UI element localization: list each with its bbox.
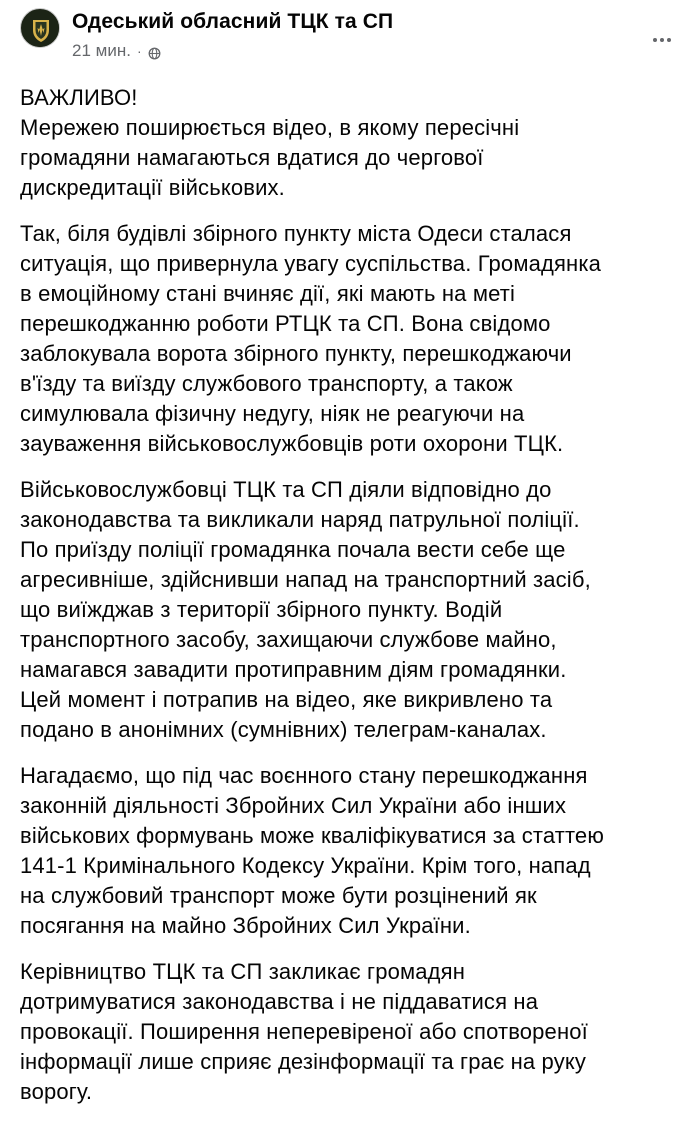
- page-name-link[interactable]: Одеський обласний ТЦК та СП: [72, 10, 394, 33]
- page-avatar[interactable]: [20, 8, 60, 48]
- post-timestamp[interactable]: 21 мин.: [72, 41, 131, 60]
- post-header: [20, 8, 680, 68]
- globe-icon[interactable]: [148, 45, 161, 58]
- post-text: [20, 83, 690, 1123]
- more-options-icon: [652, 37, 672, 43]
- post-paragraph-1: ВАЖЛИВО! Мережею поширюється відео, в якому пересічні громадяни намагаються вдатися до чергової дискредитації військових.: [20, 85, 520, 200]
- more-options-button[interactable]: [648, 28, 676, 52]
- post-paragraph-2: Так, біля будівлі збірного пункту міста Одеси сталася ситуація, що привернула увагу суспільства. Громадянка в емоційному стані вчиняє дії, які мають на меті перешкоджанню роботи РТЦК та СП. Вона свідомо заблокувала ворота збірного пункту, перешкоджаючи в'їзду та виїзду службового транспорту, а також симулювала фізичну недугу, ніяк не реагуючи на зауваження військовослужбовців роти охорони ТЦК.: [20, 221, 601, 456]
- post-paragraph-4: Нагадаємо, що під час воєнного стану перешкоджання законній діяльності Збройних Сил України або інших військових формувань може кваліфікуватися за статтею 141-1 Кримінального Кодексу України. Крім того, напад на службовий транспорт може бути розцінений як посягання на майно Збройних Сил України.: [20, 763, 604, 938]
- military-emblem-icon: [21, 9, 60, 48]
- meta-separator: ·: [136, 43, 142, 59]
- post-meta: [72, 41, 161, 61]
- post-paragraph-3: Військовослужбовці ТЦК та СП діяли відповідно до законодавства та викликали наряд патрульної поліції. По приїзду поліції громадянка почала вести себе ще агресивніше, здійснивши напад на транспортний засіб, що виїжджав з території збірного пункту. Водій транспортного засобу, захищаючи службове майно, намагався завадити протиправним діям громадянки. Цей момент і потрапив на відео, яке викривлено та подано в анонімних (сумнівних) телеграм-каналах.: [20, 477, 591, 742]
- post-paragraph-5: Керівництво ТЦК та СП закликає громадян дотримуватися законодавства і не піддаватися на провокації. Поширення неперевіреної або спотвореної інформації лише сприяє дезінформації та грає на руку ворогу.: [20, 959, 588, 1104]
